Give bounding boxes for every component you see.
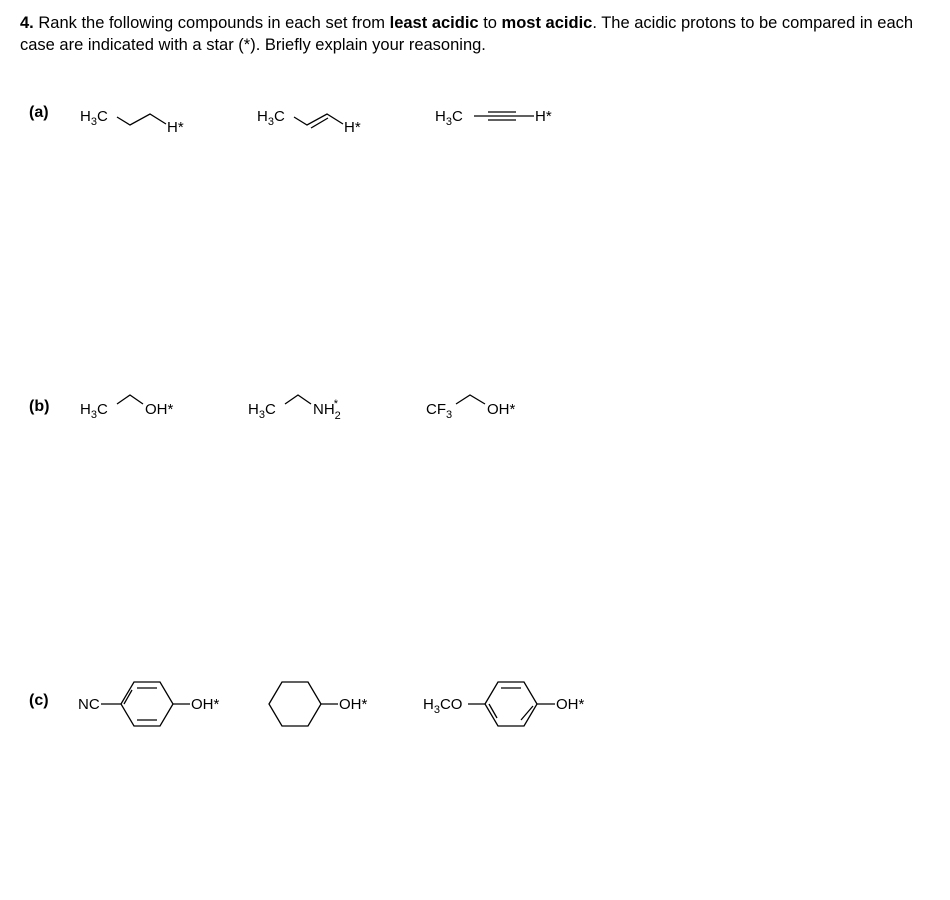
acidic-h-label: H* [167,119,184,136]
structure-ethylamine [248,395,341,422]
acidic-oh-label: OH* [487,401,516,418]
h3c-label: $H_3C$ [248,401,276,421]
h3c-label: $H_3C$ [257,108,285,128]
carbon-chain-bonds [456,395,485,404]
acidic-h-label: H* [535,108,552,125]
emphasis-least-acidic: least acidic [389,14,479,32]
question-text-3: . The acidic protons to be compared in each case are indicated with a star (*). Briefly explain your reasoning. [20,14,914,54]
structure-4-cyanophenol [78,682,220,726]
carbon-chain-bonds [117,114,166,125]
acidic-oh-label: OH* [191,696,220,713]
h3c-label: $H_3C$ [80,108,108,128]
carbon-chain-bonds [285,395,311,404]
part-a-label: (a) [29,104,49,121]
double-bond-line [311,118,328,128]
acidic-nh2-label: $NH_2*$ [313,398,341,422]
structure-propane [80,108,184,136]
structure-propene [257,108,361,136]
structure-4-methoxyphenol [423,682,585,726]
h3c-label: $H_3C$ [435,108,463,128]
acidic-oh-label: OH* [145,401,174,418]
structure-trifluoroethanol [426,395,516,421]
question-number: 4. [20,14,34,32]
part-c-label: (c) [29,692,49,709]
acidic-oh-label: OH* [339,696,368,713]
acidic-h-label: H* [344,119,361,136]
structure-propyne [435,108,552,128]
question-text-2: to [478,14,502,32]
structure-ethanol [80,395,174,421]
ring-double-bond [489,704,497,718]
carbon-chain-bonds [117,395,143,404]
emphasis-most-acidic: most acidic [501,14,593,32]
methoxy-label: $H_3CO$ [423,696,463,716]
h3c-label: $H_3C$ [80,401,108,421]
nitrile-label: NC [78,696,100,713]
structure-cyclohexanol [269,682,368,726]
acidic-oh-label: OH* [556,696,585,713]
question-text-1: Rank the following compounds in each set from [33,14,390,32]
part-b-label: (b) [29,398,50,415]
cf3-label: $CF_3$ [426,401,453,421]
cyclohexane-ring [269,682,321,726]
